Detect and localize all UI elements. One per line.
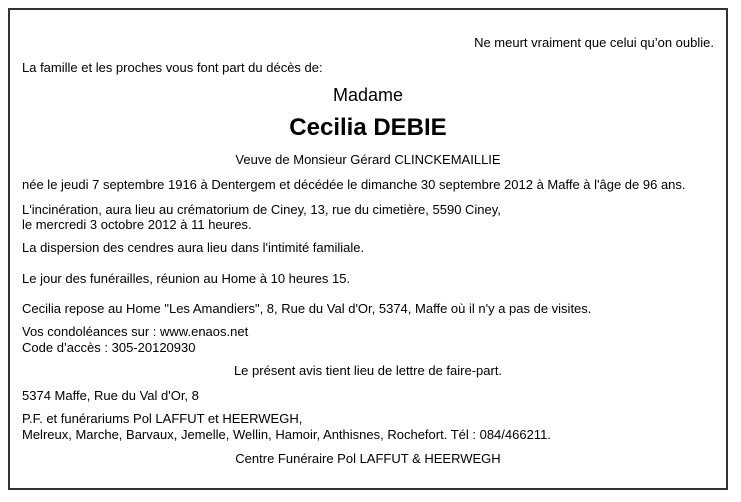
cremation-text-line1: L'incinération, aura lieu au crématorium de Ciney, 13, rue du cimetière, 5590 Ciney, <box>22 202 501 217</box>
death-notice <box>8 8 728 490</box>
deceased-name: Cecilia DEBIE <box>289 114 447 141</box>
spouse-text: Veuve de Monsieur Gérard CLINCKEMAILLIE <box>235 152 501 167</box>
address-text: 5374 Maffe, Rue du Val d'Or, 8 <box>22 388 199 403</box>
funeral-services-line1: P.F. et funérariums Pol LAFFUT et HEERWEGH, <box>22 411 303 426</box>
ashes-text: La dispersion des cendres aura lieu dans l'intimité familiale. <box>22 240 365 255</box>
access-code-text: Code d’accès : 305-20120930 <box>22 340 196 355</box>
honorific-title: Madame <box>332 85 404 105</box>
cremation-text-line2: le mercredi 3 octobre 2012 à 11 heures. <box>22 217 252 232</box>
birth-death-text: née le jeudi 7 septembre 1916 à Dentergem et décédée le dimanche 30 septembre 2012 à Maffe à l'âge de 96 ans. <box>22 177 686 192</box>
epigraph: Ne meurt vraiment que celui qu’on oublie. <box>474 35 714 50</box>
reunion-text: Le jour des funérailles, réunion au Home à 10 heures 15. <box>22 271 351 286</box>
funeral-home-text: Centre Funéraire Pol LAFFUT & HEERWEGH <box>235 451 501 466</box>
faire-part-text: Le présent avis tient lieu de lettre de faire-part. <box>233 363 503 378</box>
funeral-services-line2: Melreux, Marche, Barvaux, Jemelle, Wellin, Hamoir, Anthisnes, Rochefort. Tél : 084/466211. <box>22 427 551 442</box>
intro-text: La famille et les proches vous font part du décès de: <box>22 60 323 75</box>
condolences-text: Vos condoléances sur : www.enaos.net <box>22 324 249 339</box>
resting-place-text: Cecilia repose au Home "Les Amandiers", 8, Rue du Val d'Or, 5374, Maffe où il n'y a pas de visites. <box>22 301 592 316</box>
